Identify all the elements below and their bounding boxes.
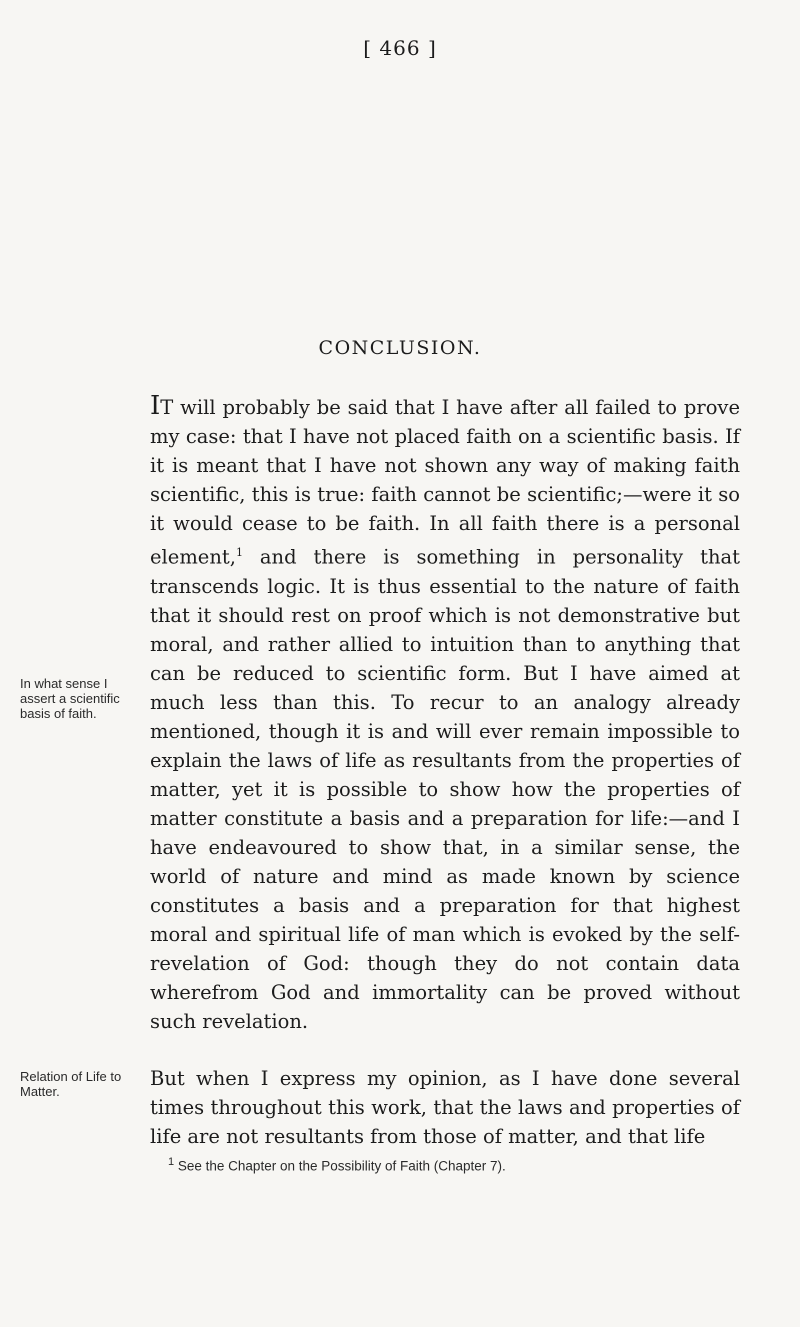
margin-note-scientific-basis: In what sense I assert a scientific basis of faith. bbox=[20, 676, 120, 721]
chapter-heading: CONCLUSION. bbox=[318, 337, 482, 359]
footnote bbox=[168, 1156, 768, 1174]
initial-letter: I bbox=[150, 391, 161, 421]
footnote-marker: 1 bbox=[168, 1156, 175, 1168]
footnote-reference: 1 bbox=[235, 546, 243, 559]
paragraph-2: But when I express my opinion, as I have done several times throughout this work, that the laws and properties of life are not resultants from those of matter, and that life bbox=[150, 1067, 740, 1148]
paragraph-1 bbox=[150, 392, 740, 1036]
footnote-text: See the Chapter on the Possibility of Faith (Chapter 7). bbox=[174, 1158, 506, 1174]
paragraph-1-text-b: and there is something in personality that transcends logic. It is thus essential to the nature of faith that it should rest on proof which is not demonstrative but moral, and rather allied to intuition than to anything that can be reduced to scientific form. But I have aimed at much less than this. To recur to an analogy already mentioned, though it is and will ever remain impossible to explain the laws of life as resultants from the properties of matter, yet it is possible to show how the properties of matter constitute a basis and a preparation for life:—and I have endeavoured to show that, in a similar sense, the world of nature and mind as made known by science constitutes a basis and a preparation for that highest moral and spiritual life of man which is evoked by the self-revelation of God: though they do not contain data wherefrom God and immortality can be proved without such revelation. bbox=[150, 545, 740, 1033]
margin-note-life-matter: Relation of Life to Matter. bbox=[20, 1069, 122, 1099]
paragraph-1-text-a: T will probably be said that I have after all failed to prove my case: that I have not placed faith on a scientific basis. If it is meant that I have not shown any way of making faith scientific, this is true: faith cannot be scientific;—were it so it would cease to be faith. In all faith there is a personal element, bbox=[150, 396, 740, 569]
page-number: [ 466 ] bbox=[363, 36, 437, 60]
